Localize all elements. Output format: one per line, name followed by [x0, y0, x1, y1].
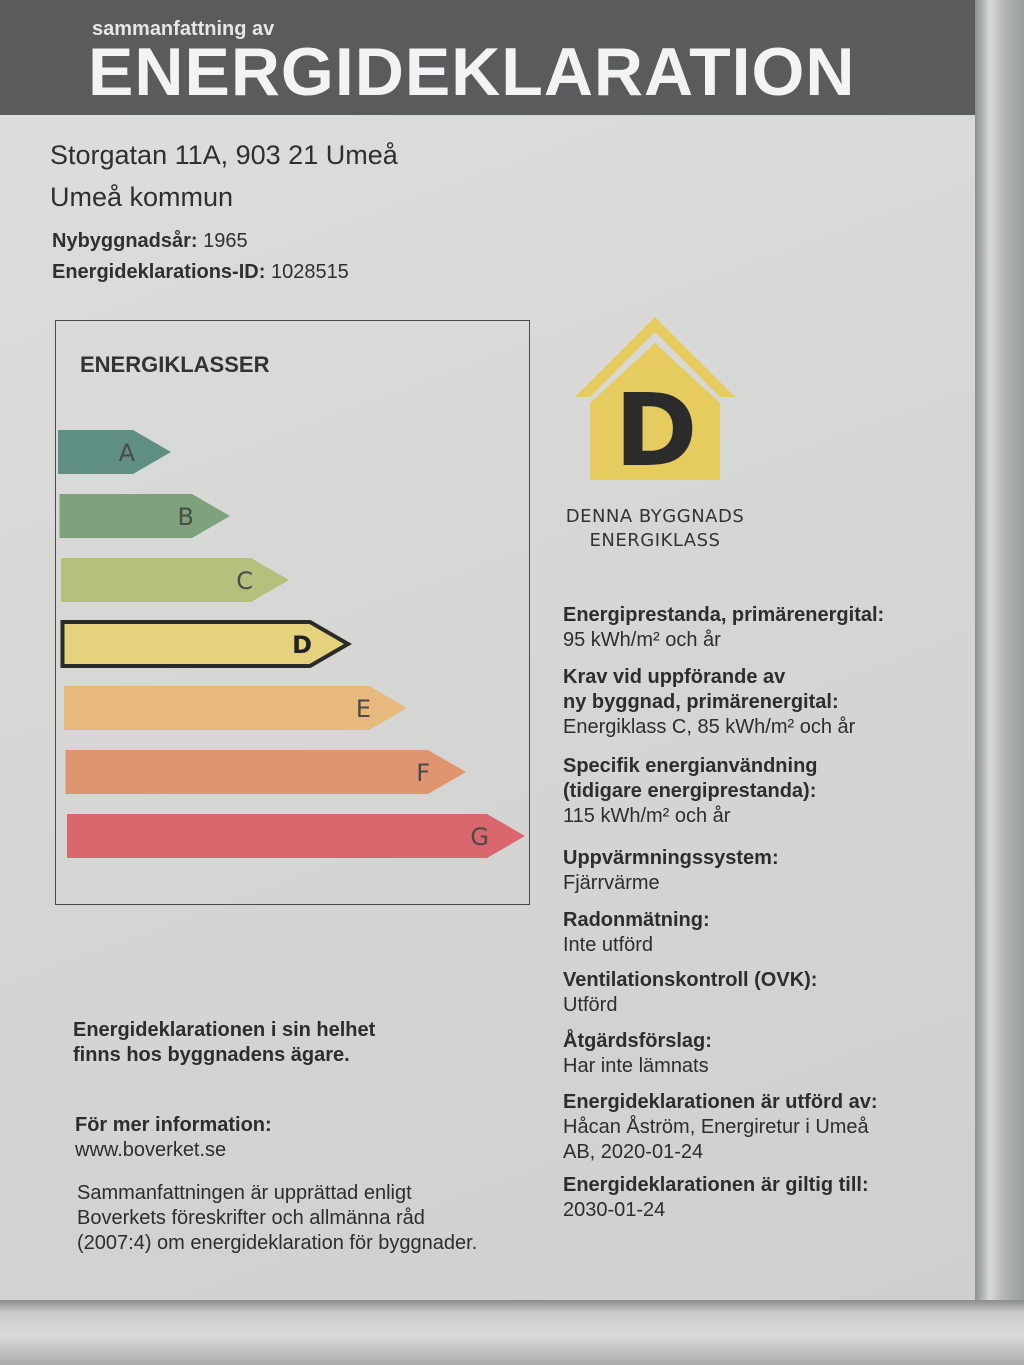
energy-class-label-d: D [292, 631, 312, 659]
address-municipality: Umeå kommun [50, 182, 234, 212]
build-year-value: 1965 [197, 230, 248, 252]
ovk-label: Ventilationskontroll (OVK): [563, 969, 818, 991]
helhet-line1: Energideklarationen i sin helhet [73, 1019, 376, 1041]
energy-class-label-e: E [355, 695, 371, 723]
utford-value-line1: Håcan Åström, Energiretur i Umeå [563, 1116, 869, 1138]
source-line2: Boverkets föreskrifter och allmänna råd [77, 1207, 425, 1229]
specifik-label-line1: Specifik energianvändning [563, 755, 818, 777]
source-line3: (2007:4) om energideklaration för byggnader. [77, 1232, 478, 1254]
energy-class-label-c: C [236, 567, 253, 595]
krav-label-line1: Krav vid uppförande av [563, 666, 786, 688]
atgard-value: Har inte lämnats [563, 1055, 709, 1077]
energy-class-label-g: G [470, 823, 489, 851]
header-title: ENERGIDEKLARATION [88, 34, 856, 110]
specifik-label-line2: (tidigare energiprestanda): [563, 780, 817, 802]
header-banner [0, 0, 975, 115]
frame-right-edge [975, 0, 1024, 1365]
header-subtitle: sammanfattning av [92, 18, 275, 40]
build-year [52, 230, 248, 253]
note-more-info [75, 1113, 272, 1163]
badge-caption-line2: ENERGIKLASS [589, 530, 721, 551]
source-line1: Sammanfattningen är upprättad enligt [77, 1182, 412, 1204]
radon-label: Radonmätning: [563, 909, 710, 931]
radon-value: Inte utförd [563, 934, 654, 956]
info-radon [563, 908, 710, 958]
energy-class-arrow-b [60, 494, 231, 538]
energy-classes-title: ENERGIKLASSER [80, 352, 270, 377]
info-specifik [563, 754, 818, 829]
energy-class-label-f: F [416, 759, 430, 787]
uppvarmning-value: Fjärrvärme [563, 872, 660, 894]
build-year-label: Nybyggnadsår: [52, 230, 198, 252]
energy-class-arrow-a [58, 430, 171, 474]
krav-value: Energiklass C, 85 kWh/m² och år [563, 716, 856, 738]
helhet-line2: finns hos byggnadens ägare. [73, 1044, 350, 1066]
energy-class-arrow-f [66, 750, 467, 794]
frame-bottom-edge [0, 1300, 1024, 1365]
info-atgard [563, 1029, 712, 1079]
badge-caption-line1: DENNA BYGGNADS [565, 506, 745, 527]
declaration-id-value: 1028515 [265, 261, 349, 283]
badge-caption [545, 505, 765, 553]
boverket-link[interactable]: www.boverket.se [75, 1139, 227, 1161]
info-utford [563, 1090, 878, 1165]
specifik-value: 115 kWh/m² och år [563, 805, 731, 827]
info-giltig [563, 1173, 869, 1223]
utford-value-line2: AB, 2020-01-24 [563, 1141, 704, 1163]
info-prestanda [563, 603, 884, 653]
address-street: Storgatan 11A, 903 21 Umeå [50, 140, 398, 170]
more-info-label: För mer information: [75, 1114, 272, 1136]
info-ovk [563, 968, 817, 1018]
note-source [77, 1181, 477, 1256]
krav-label-line2: ny byggnad, primärenergital: [563, 691, 839, 713]
declaration-id [52, 261, 349, 284]
ovk-value: Utförd [563, 994, 618, 1016]
info-krav [563, 665, 855, 740]
badge-letter: D [614, 372, 698, 485]
energy-class-label-a: A [118, 439, 135, 467]
note-helhet [73, 1018, 375, 1068]
energy-class-label-b: B [177, 503, 194, 531]
info-uppvarmning [563, 846, 779, 896]
declaration-id-label: Energideklarations-ID: [52, 261, 266, 283]
giltig-label: Energideklarationen är giltig till: [563, 1174, 869, 1196]
utford-label: Energideklarationen är utförd av: [563, 1091, 878, 1113]
energy-class-arrow-c [61, 558, 289, 602]
uppvarmning-label: Uppvärmningssystem: [563, 847, 779, 869]
energy-class-scale [55, 430, 525, 880]
giltig-value: 2030-01-24 [563, 1199, 666, 1221]
atgard-label: Åtgärdsförslag: [563, 1030, 712, 1052]
house-badge-icon [570, 315, 740, 485]
prestanda-value: 95 kWh/m² och år [563, 629, 721, 651]
prestanda-label: Energiprestanda, primärenergital: [563, 604, 885, 626]
energy-class-arrow-g [67, 814, 525, 858]
